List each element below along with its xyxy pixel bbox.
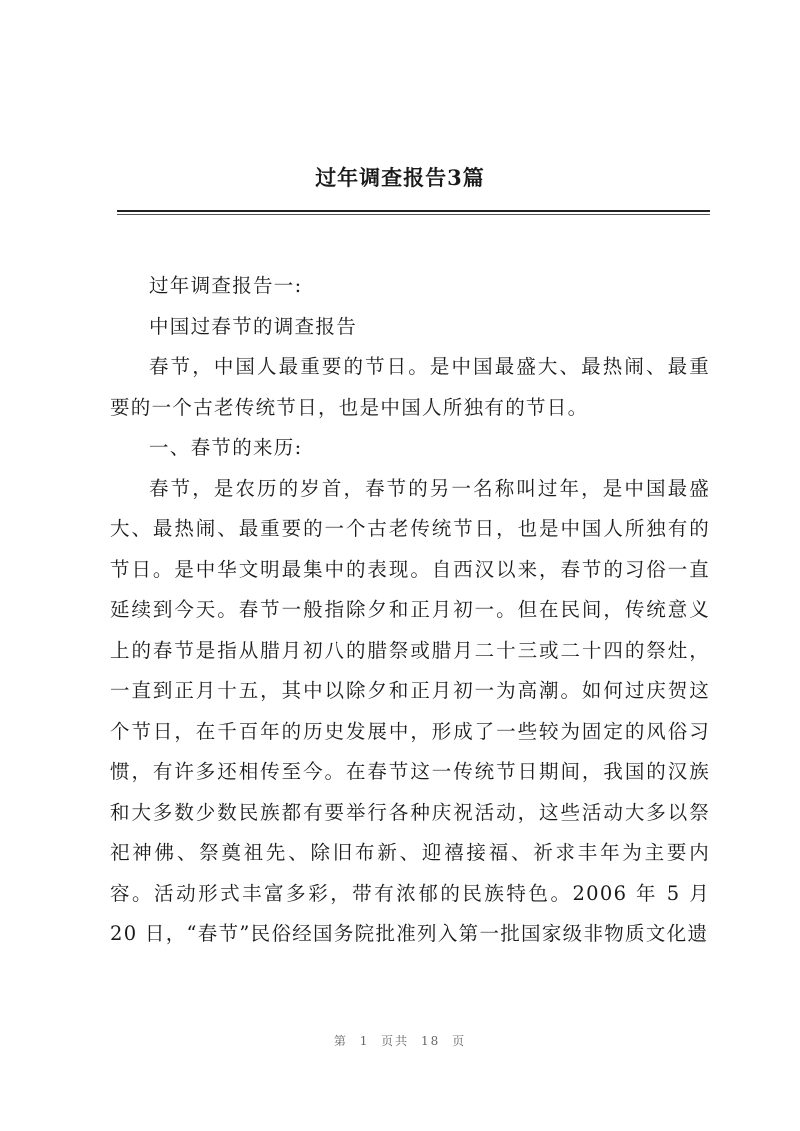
document-body [110, 266, 710, 955]
section-heading-origin: 一、春节的来历: [149, 436, 303, 459]
document-title: 过年调查报告3篇 [315, 165, 485, 190]
page-number-footer: 第 1 页共 18 页 [333, 1034, 467, 1048]
report-subtitle: 中国过春节的调查报告 [149, 314, 358, 338]
origin-paragraph: 春节，是农历的岁首，春节的另一名称叫过年，是中国最盛大、最热闹、最重要的一个古老传统节日，也是中国人所独有的节日。是中华文明最集中的表现。自西汉以来，春节的习俗一直延续到今天。春节一般指除夕和正月初一。但在民间，传统意义上的春节是指从腊月初八的腊祭或腊月二十三或二十四的祭灶，一直到正月十五，其中以除夕和正月初一为高潮。如何过庆贺这个节日，在千百年的历史发展中，形成了一些较为固定的风俗习惯，有许多还相传至今。在春节这一传统节日期间，我国的汉族和大多数少数民族都有要举行各种庆祝活动，这些活动大多以祭祀神佛、祭奠祖先、除旧布新、迎禧接福、祈求丰年为主要内容。活动形式丰富多彩，带有浓郁的民族特色。2006 年 5 月 20 日，“春节”民俗经国务院批准列入第一批国家级非物质文化遗 [110, 476, 710, 945]
title-underline [117, 210, 710, 212]
title-underline-thin [117, 214, 710, 215]
intro-paragraph: 春节，中国人最重要的节日。是中国最盛大、最热闹、最重要的一个古老传统节日，也是中国人所独有的节日。 [110, 355, 710, 419]
section-heading-report-one: 过年调查报告一: [149, 274, 303, 297]
